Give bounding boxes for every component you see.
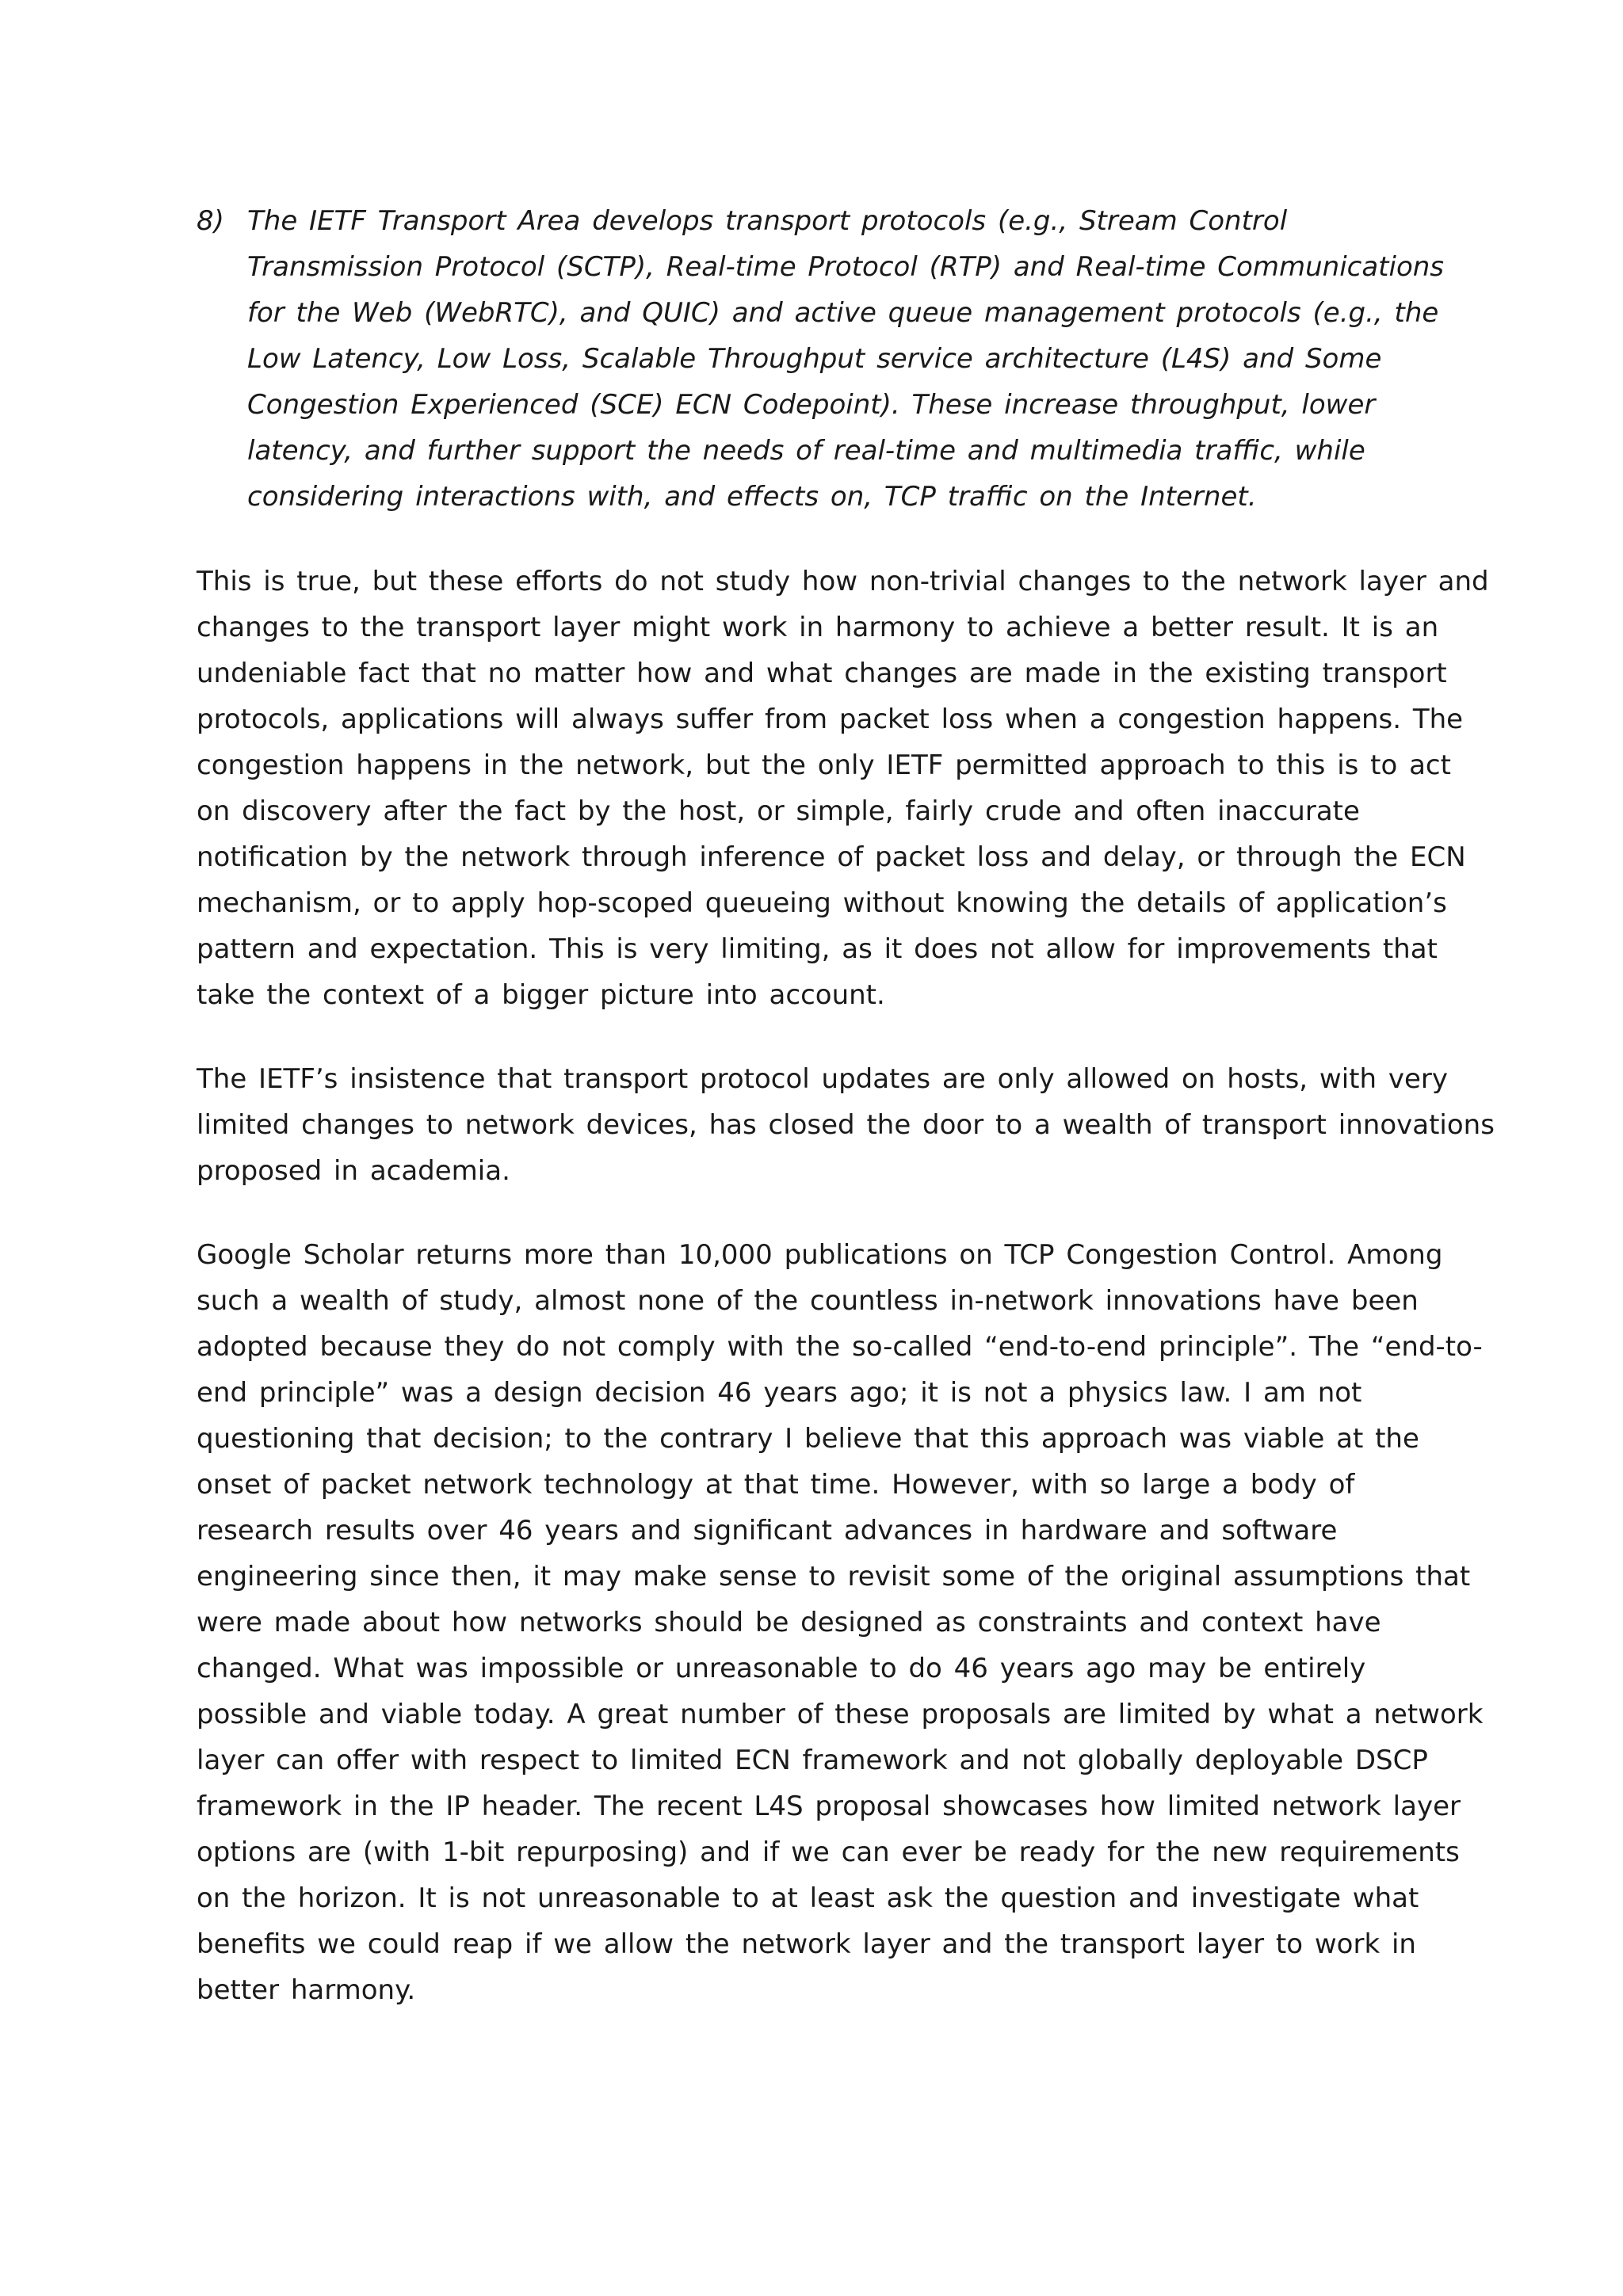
text-line: onset of packet network technology at that time. However, with so large a body of (197, 1469, 1355, 1501)
text-line: congestion happens in the network, but the only IETF permitted approach to this is to act (197, 749, 1451, 781)
text-line: undeniable fact that no matter how and what changes are made in the existing transport (197, 658, 1447, 689)
item-number: 8) (197, 205, 224, 237)
text-line: options are (with 1-bit repurposing) and if we can ever be ready for the new requirements (197, 1836, 1460, 1868)
text-line: on discovery after the fact by the host, or simple, fairly crude and often inaccurate (197, 795, 1360, 827)
text-line: changes to the transport layer might work in harmony to achieve a better result. It is an (197, 612, 1439, 643)
text-line: on the horizon. It is not unreasonable to at least ask the question and investigate what (197, 1882, 1419, 1914)
paragraph-3 (197, 1232, 1484, 2013)
text-line: The IETF’s insistence that transport protocol updates are only allowed on hosts, with very (197, 1063, 1448, 1095)
text-line: Transmission Protocol (SCTP), Real-time Protocol (RTP) and Real-time Communications (247, 251, 1445, 283)
text-line: Congestion Experienced (SCE) ECN Codepoint). These increase throughput, lower (247, 389, 1376, 421)
text-line: limited changes to network devices, has closed the door to a wealth of transport innovations (197, 1109, 1495, 1141)
text-line: Low Latency, Low Loss, Scalable Throughput service architecture (L4S) and Some (247, 343, 1382, 375)
text-line: end principle” was a design decision 46 years ago; it is not a physics law. I am not (197, 1377, 1362, 1409)
text-line: notification by the network through inference of packet loss and delay, or through the ECN (197, 841, 1466, 873)
paragraph-2 (197, 1056, 1495, 1194)
text-line: pattern and expectation. This is very limiting, as it does not allow for improvements that (197, 933, 1438, 965)
text-line: better harmony. (197, 1974, 416, 2006)
text-line: This is true, but these efforts do not study how non-trivial changes to the network layer and (197, 566, 1489, 597)
text-line: possible and viable today. A great number of these proposals are limited by what a network (197, 1699, 1484, 1730)
text-line: protocols, applications will always suffer from packet loss when a congestion happens. The (197, 704, 1464, 735)
text-line: Google Scholar returns more than 10,000 publications on TCP Congestion Control. Among (197, 1239, 1443, 1271)
text-line: mechanism, or to apply hop-scoped queueing without knowing the details of application’s (197, 887, 1447, 919)
text-line: layer can offer with respect to limited ECN framework and not globally deployable DSCP (197, 1745, 1428, 1776)
text-line: engineering since then, it may make sense to revisit some of the original assumptions that (197, 1561, 1471, 1592)
text-line: latency, and further support the needs of real-time and multimedia traffic, while (247, 435, 1365, 467)
text-line: benefits we could reap if we allow the network layer and the transport layer to work in (197, 1928, 1416, 1960)
text-line: questioning that decision; to the contrary I believe that this approach was viable at the (197, 1423, 1419, 1455)
text-line: adopted because they do not comply with the so-called “end-to-end principle”. The “end-to- (197, 1331, 1483, 1363)
text-line: changed. What was impossible or unreasonable to do 46 years ago may be entirely (197, 1653, 1366, 1684)
text-line: were made about how networks should be designed as constraints and context have (197, 1607, 1381, 1638)
text-line: considering interactions with, and effects on, TCP traffic on the Internet. (247, 481, 1257, 513)
paragraph-1 (197, 559, 1489, 1018)
item-8-text (247, 198, 1445, 520)
text-line: take the context of a bigger picture into account. (197, 979, 885, 1011)
text-line: such a wealth of study, almost none of the countless in-network innovations have been (197, 1285, 1419, 1317)
text-line: proposed in academia. (197, 1155, 510, 1187)
text-line: research results over 46 years and significant advances in hardware and software (197, 1515, 1338, 1547)
text-line: framework in the IP header. The recent L4S proposal showcases how limited network layer (197, 1791, 1461, 1822)
text-line: The IETF Transport Area develops transport protocols (e.g., Stream Control (247, 205, 1288, 237)
text-line: for the Web (WebRTC), and QUIC) and active queue management protocols (e.g., the (247, 297, 1439, 329)
